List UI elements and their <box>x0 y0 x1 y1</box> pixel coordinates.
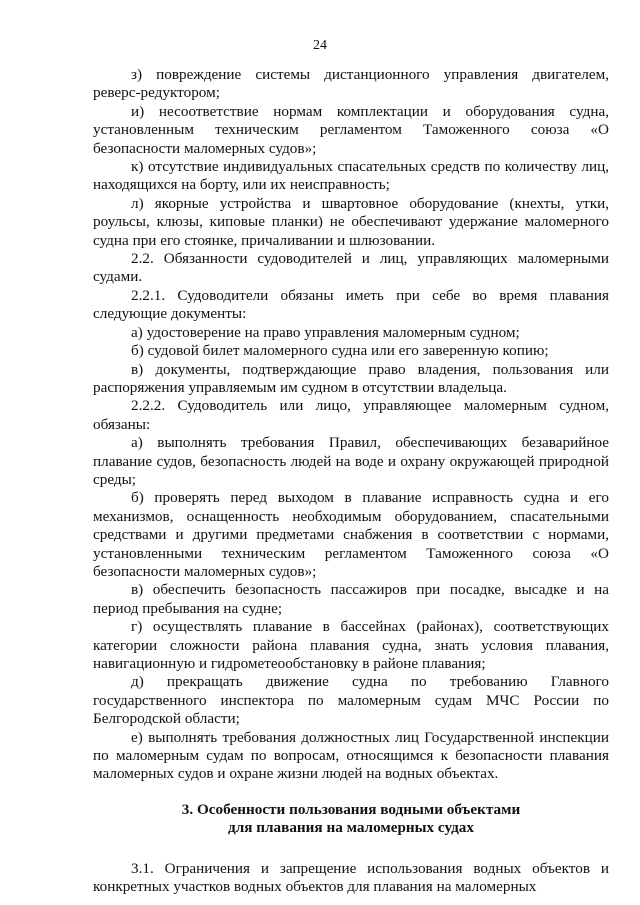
section-heading-line-1: 3. Особенности пользования водными объектами <box>181 800 521 818</box>
section-heading <box>93 801 609 838</box>
paragraph-item-a: а) удостоверение на право управления маломерным судном; <box>131 323 520 341</box>
paragraph-duty-g: г) осуществлять плавание в бассейнах (районах), соответствующих категории сложности района плавания судна, знать условия плавания, навигационную и гидрометеообстановку в районе плавания; <box>93 618 609 672</box>
paragraph-clause-2-2-1: 2.2.1. Судоводители обязаны иметь при себе во время плавания следующие документы: <box>93 286 609 323</box>
paragraph-clause-3-1: 3.1. Ограничения и запрещение использования водных объектов и конкретных участков водных объектов для плавания на маломерных <box>93 860 609 896</box>
paragraph-clause-2-2: 2.2. Обязанности судоводителей и лиц, управляющих маломерными судами. <box>93 250 609 286</box>
paragraph-duty-b: б) проверять перед выходом в плавание исправность судна и его механизмов, оснащенность необходимым оборудованием, спасательными средствами и другими предметами снабжения в соответствии с нормами, установленными техническим регламентом Таможенного союза «О безопасности маломерных судов»; <box>93 489 609 580</box>
paragraph-item-z: з) повреждение системы дистанционного управления двигателем, реверс-редуктором; <box>93 66 609 102</box>
paragraph-item-b: б) судовой билет маломерного судна или его заверенную копию; <box>131 342 549 360</box>
paragraph-item-k: к) отсутствие индивидуальных спасательных средств по количеству лиц, находящихся на борту, или их неисправность; <box>93 158 609 194</box>
paragraph-item-i: и) несоответствие нормам комплектации и оборудования судна, установленным техническим регламентом Таможенного союза «О безопасности маломерных судов»; <box>93 102 609 157</box>
section-heading-line-2: для плавания на маломерных судах <box>228 819 474 837</box>
paragraph-duty-a: а) выполнять требования Правил, обеспечивающих безаварийное плавание судов, безопасность людей на воде и охрану окружающей природной среды; <box>93 434 609 488</box>
paragraph-clause-2-2-2: 2.2.2. Судоводитель или лицо, управляющее маломерным судном, обязаны: <box>93 397 609 433</box>
paragraph-duty-e: е) выполнять требования должностных лиц Государственной инспекции по маломерным судам по вопросам, относящимся к безопасности плавания маломерных судов и охране жизни людей на водных объектах. <box>93 728 609 783</box>
page-number: 24 <box>313 38 327 53</box>
paragraph-duty-d: д) прекращать движение судна по требованию Главного государственного инспектора по маломерным судам МЧС России по Белгородской области; <box>93 673 609 728</box>
paragraph-item-v: в) документы, подтверждающие право владения, пользования или распоряжения управляемым им судном в отсутствии владельца. <box>93 360 609 396</box>
document-body <box>93 66 609 897</box>
paragraph-duty-v: в) обеспечить безопасность пассажиров при посадке, высадке и на период пребывания на судне; <box>93 581 609 617</box>
paragraph-item-l: л) якорные устройства и швартовное оборудование (кнехты, утки, роульсы, клюзы, киповые планки) не обеспечивают удержание маломерного судна при его стоянке, причаливании и шлюзовании. <box>93 194 609 249</box>
